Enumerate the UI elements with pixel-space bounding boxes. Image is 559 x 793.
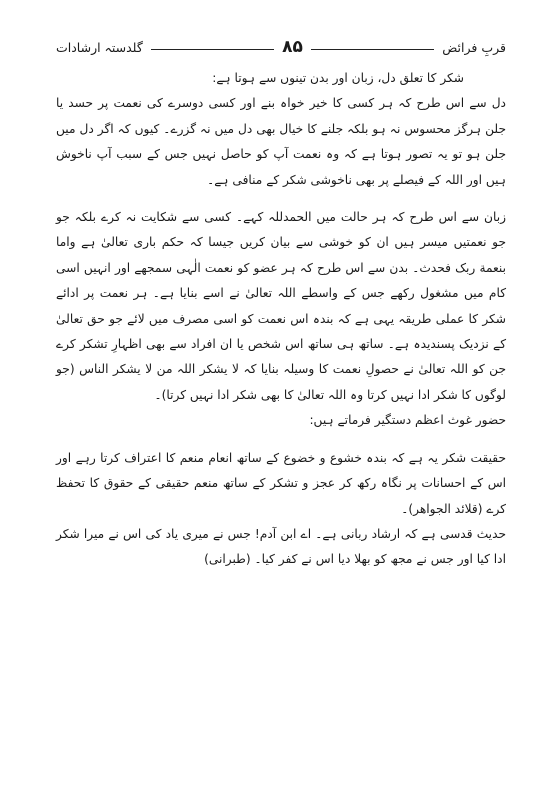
paragraph-hadith-qudsi: حدیث قدسی ہے کہ ارشاد ربانی ہے۔ اے ابن آدم! جس نے میری یاد کی اس نے میرا شکر ادا کیا اور جس نے مجھ کو بھلا دیا اس نے کفر کیا۔ (طبرانی) — [56, 526, 506, 567]
paragraph-tongue-body: زبان سے اس طرح کہ ہر حالت میں الحمدللہ کہے۔ کسی سے شکایت نہ کرے بلکہ جو جو نعمتیں میسر ہیں ان کو خوشی سے بیان کریں جیسا کہ حکم باری تعالیٰ ہے واما بنعمة ربک فحدث۔ بدن سے اس طرح کہ ہر عضو کو نعمت الٰہی سمجھے اور انہیں اسی کام میں مشغول رکھے جس کے واسطے اللہ تعالیٰ نے اسے بنایا ہے۔ ہر نعمت پر ادائے شکر کا عملی طریقہ یہی ہے کہ بندہ اس نعمت کو اسی مصرف میں لائے جو حق تعالیٰ کے نزدیک پسندیدہ ہے۔ ساتھ ہی ساتھ اس شخص یا ان افراد سے بھی اظہارِ تشکر کرے جن کو اللہ تعالیٰ نے حصولِ نعمت کا وسیلہ بنایا کہ لا یشکر اللہ من لا یشکر الناس (جو لوگوں کا شکر ادا نہیں کرتا وہ اللہ تعالیٰ کا بھی شکر ادا نہیں کرتا)۔ — [56, 210, 506, 402]
paragraph-heart: دل سے اس طرح کہ ہر کسی کا خیر خواہ بنے اور کسی دوسرے کی نعمت پر حسد یا جلن ہرگز محسوس نہ ہو بلکہ جلنے کا خیال بھی دل میں نہ گزرے۔ کیوں کہ اگر دل میں جلن ہو تو یہ تصور ہوتا ہے کہ وہ نعمت آپ کو حاصل نہیں جس کے سبب آپ ناخوش ہیں اور اللہ کے فیصلے پر بھی ناخوشی شکر کے منافی ہے۔ — [56, 96, 506, 187]
section-heading: شکر کا تعلق دل، زبان اور بدن تینوں سے ہوتا ہے: — [212, 71, 464, 85]
running-title-right: قربِ فرائض — [442, 39, 506, 55]
page-header — [56, 36, 506, 58]
running-title-left: گلدستہ ارشادات — [55, 39, 143, 55]
header-rule-right — [311, 49, 434, 50]
header-rule-left — [151, 49, 274, 50]
paragraph-quote-intro: حضور غوث اعظم دستگیر فرماتے ہیں: — [309, 413, 506, 428]
paragraph-reality-of-gratitude: حقیقت شکر یہ ہے کہ بندہ خشوع و خضوع کے ساتھ انعام منعم کا اعتراف کرتا رہے اور اس کے احسانات پر نگاہ رکھ کر عجز و تشکر کے ساتھ منعم حقیقی کے حقوق کا تحفظ کرے (قلائد الجواھر)۔ — [56, 450, 506, 516]
page-number: ۸۵ — [282, 37, 303, 57]
page-body — [56, 66, 506, 573]
